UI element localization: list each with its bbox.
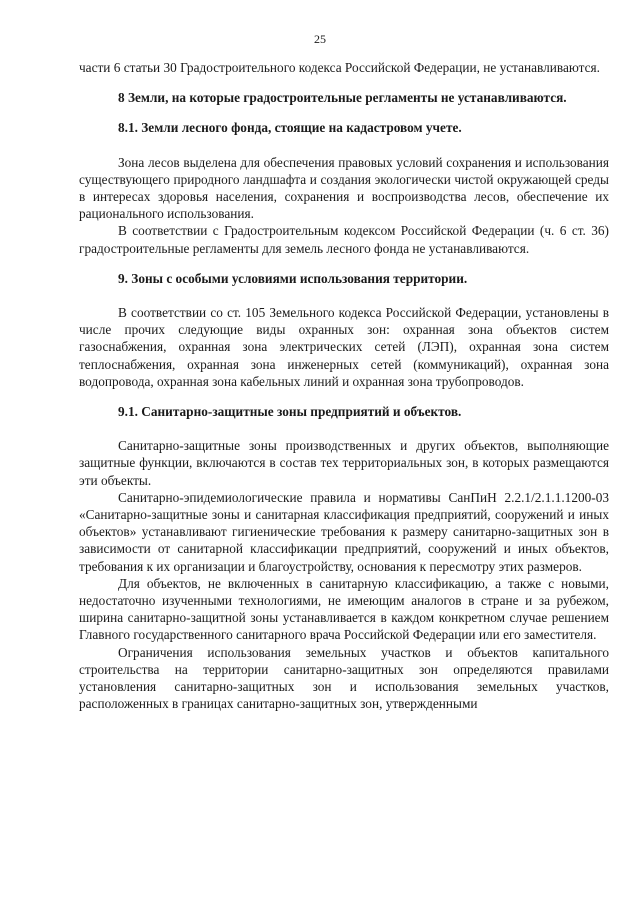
section-9-heading: 9. Зоны с особыми условиями использования территории. bbox=[118, 270, 468, 286]
section-8-1-heading: 8.1. Земли лесного фонда, стоящие на кадастровом учете. bbox=[118, 120, 462, 136]
section-8-1-paragraph-2: В соответствии с Градостроительным кодексом Российской Федерации (ч. 6 ст. 36) градостроительные регламенты для земель лесного фонда не устанавливаются. bbox=[79, 223, 609, 256]
intro-paragraph: части 6 статьи 30 Градостроительного кодекса Российской Федерации, не устанавливаются. bbox=[79, 60, 600, 75]
section-9-1-paragraph-3: Для объектов, не включенных в санитарную классификацию, а также с новыми, недостаточно изученными технологиями, не имеющим аналогов в стране и за рубежом, ширина санитарно-защитной зоны устанавливается в каждом конкретном случае решением Главного государственного санитарного врача Российской Федерации или его заместителя. bbox=[79, 575, 609, 643]
section-9-1-paragraph-4: Ограничения использования земельных участков и объектов капитального строительства на территории санитарно-защитных зон определяются правилами установления санитарно-защитных зон и использования земельных участков, расположенных в границах санитарно-защитных зон, утвержденными bbox=[79, 644, 609, 712]
section-9-1-paragraph-2: Санитарно-эпидемиологические правила и нормативы СанПиН 2.2.1/2.1.1.1200-03 «Санитарно-защитные зоны и санитарная классификация предприятий, сооружений и иных объектов» устанавливают гигиенические требования к размеру санитарно-защитных зон в зависимости от санитарной классификации предприятий, сооружений и иных объектов, требования к их организации и благоустройству, основания к пересмотру этих размеров. bbox=[79, 489, 609, 574]
section-9-paragraph-1: В соответствии со ст. 105 Земельного кодекса Российской Федерации, установлены в числе прочих следующие виды охранных зон: охранная зона объектов систем газоснабжения, охранная зона электрических сетей (ЛЭП), охранная зона систем теплоснабжения, охранная зона инженерных сетей (коммуникаций), охранная зона водопровода, охранная зона кабельных линий и охранная зона трубопроводов. bbox=[79, 305, 609, 389]
document-body bbox=[79, 59, 609, 713]
section-8-heading: 8 Земли, на которые градостроительные регламенты не устанавливаются. bbox=[118, 90, 567, 106]
page-number: 25 bbox=[314, 32, 326, 46]
section-9-1-heading: 9.1. Санитарно-защитные зоны предприятий и объектов. bbox=[118, 404, 462, 420]
section-9-1-paragraph-1: Санитарно-защитные зоны производственных и других объектов, выполняющие защитные функции, включаются в состав тех территориальных зон, в которых размещаются эти объекты. bbox=[79, 438, 609, 488]
section-8-1-paragraph-1: Зона лесов выделена для обеспечения правовых условий сохранения и использования существующего природного ландшафта и создания экологически чистой окружающей среды в интересах здоровья населения, сохранения и воспроизводства лесов, обеспечение их рационального использования. bbox=[79, 154, 609, 222]
